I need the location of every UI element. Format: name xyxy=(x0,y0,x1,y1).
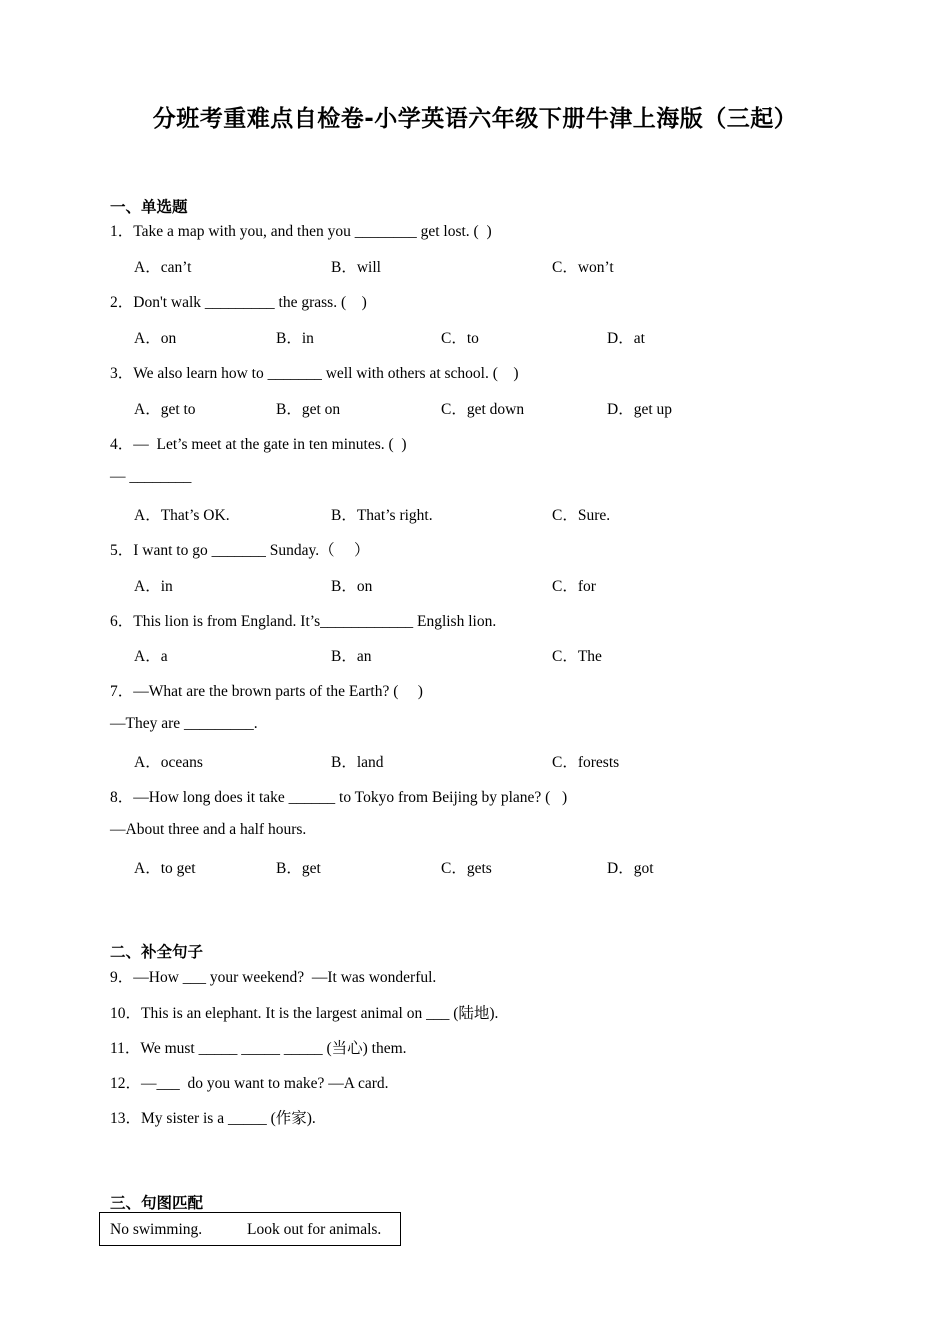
question-8-reply: —About three and a half hours. xyxy=(110,821,307,838)
q7-option-c[interactable]: C．forests xyxy=(552,754,620,771)
question-6-stem: 6．This lion is from England. It’s____________ English lion. xyxy=(110,613,497,630)
match-option-no-swimming[interactable]: No swimming. xyxy=(110,1221,203,1238)
q3-option-b[interactable]: B．get on xyxy=(276,401,341,418)
q4-option-a[interactable]: A．That’s OK. xyxy=(134,507,230,524)
question-5-stem: 5．I want to go _______ Sunday.（ ） xyxy=(110,542,370,559)
q3-option-c[interactable]: C．get down xyxy=(441,401,525,418)
question-7-stem: 7．—What are the brown parts of the Earth? ( ) xyxy=(110,683,423,700)
section-heading-single-choice: 一、单选题 xyxy=(110,198,188,216)
q6-option-b[interactable]: B．an xyxy=(331,648,372,665)
section-heading-complete-sentences: 二、补全句子 xyxy=(110,943,204,961)
page-title: 分班考重难点自检卷-小学英语六年级下册牛津上海版（三起） xyxy=(152,106,798,132)
q2-option-c[interactable]: C．to xyxy=(441,330,479,347)
q3-option-a[interactable]: A．get to xyxy=(134,401,196,418)
q6-option-c[interactable]: C．The xyxy=(552,648,602,665)
q7-option-b[interactable]: B．land xyxy=(331,754,384,771)
q4-option-c[interactable]: C．Sure. xyxy=(552,507,611,524)
match-option-look-out-for-animals[interactable]: Look out for animals. xyxy=(247,1221,382,1238)
section-heading-sentence-picture-matching: 三、句图匹配 xyxy=(110,1194,204,1212)
question-8-stem: 8．—How long does it take ______ to Tokyo from Beijing by plane? ( ) xyxy=(110,789,568,806)
q8-option-a[interactable]: A．to get xyxy=(134,860,196,877)
q6-option-a[interactable]: A．a xyxy=(134,648,168,665)
question-7-reply: —They are _________. xyxy=(110,715,258,732)
q8-option-d[interactable]: D．got xyxy=(607,860,654,877)
q5-option-b[interactable]: B．on xyxy=(331,578,373,595)
fill-question-13: 13．My sister is a _____ (作家). xyxy=(110,1110,316,1127)
q5-option-a[interactable]: A．in xyxy=(134,578,173,595)
q7-option-a[interactable]: A．oceans xyxy=(134,754,203,771)
q1-option-c[interactable]: C．won’t xyxy=(552,259,614,276)
q4-option-b[interactable]: B．That’s right. xyxy=(331,507,433,524)
q1-option-a[interactable]: A．can’t xyxy=(134,259,192,276)
fill-question-9: 9．—How ___ your weekend? —It was wonderful. xyxy=(110,969,437,986)
q8-option-b[interactable]: B．get xyxy=(276,860,321,877)
fill-question-11: 11．We must _____ _____ _____ (当心) them. xyxy=(110,1040,407,1057)
question-2-stem: 2．Don't walk _________ the grass. ( ) xyxy=(110,294,367,311)
q2-option-d[interactable]: D．at xyxy=(607,330,645,347)
q3-option-d[interactable]: D．get up xyxy=(607,401,673,418)
question-4-reply: — ________ xyxy=(110,468,192,485)
q2-option-b[interactable]: B．in xyxy=(276,330,314,347)
fill-question-12: 12．—___ do you want to make? —A card. xyxy=(110,1075,389,1092)
q5-option-c[interactable]: C．for xyxy=(552,578,596,595)
matching-options-box xyxy=(99,1212,401,1246)
fill-question-10: 10．This is an elephant. It is the largest animal on ___ (陆地). xyxy=(110,1005,499,1022)
q8-option-c[interactable]: C．gets xyxy=(441,860,492,877)
question-3-stem: 3．We also learn how to _______ well with others at school. ( ) xyxy=(110,365,519,382)
question-1-stem: 1．Take a map with you, and then you ________ get lost. ( ) xyxy=(110,223,492,240)
q2-option-a[interactable]: A．on xyxy=(134,330,177,347)
question-4-stem: 4．— Let’s meet at the gate in ten minutes. ( ) xyxy=(110,436,407,453)
q1-option-b[interactable]: B．will xyxy=(331,259,381,276)
